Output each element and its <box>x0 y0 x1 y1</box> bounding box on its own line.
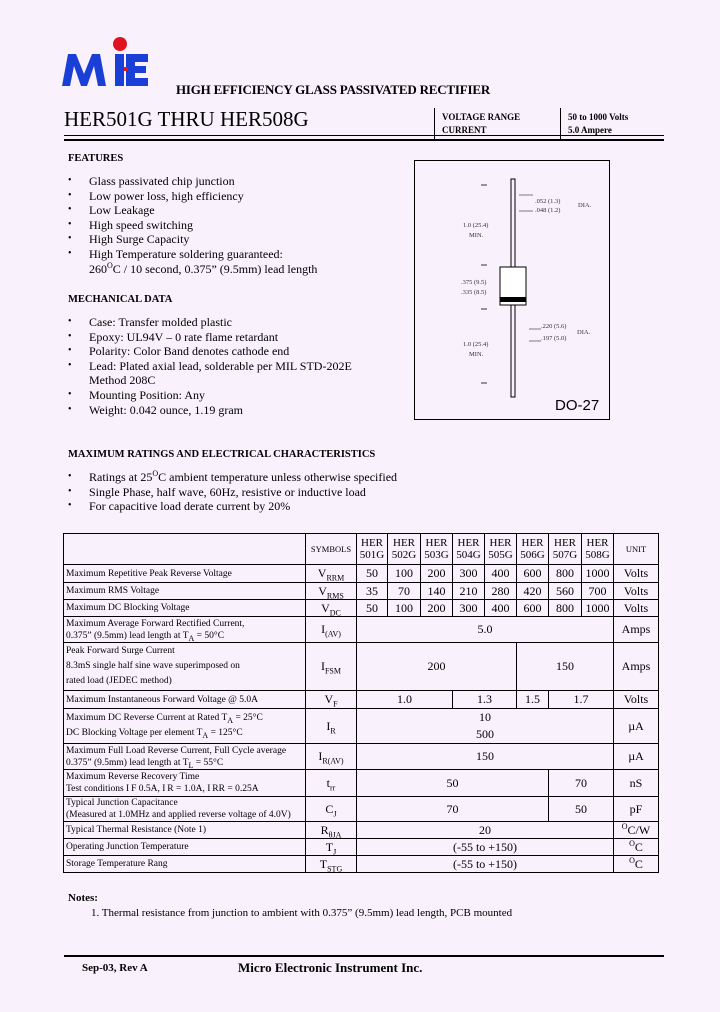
table-cell: 1.5 <box>517 691 549 709</box>
row-desc: Maximum Repetitive Peak Reverse Voltage <box>64 565 306 583</box>
row-desc: Maximum DC Reverse Current at Rated $T_A = 25^\circ C$ DC Blocking Voltage per element $T_A = 125^\circ C$ <box>64 709 306 744</box>
table-cell: (-55 to +150) <box>357 856 614 873</box>
table-row <box>64 797 659 822</box>
table-cell: 1.0 <box>357 691 453 709</box>
row-desc: Peak Forward Surge Current 8.3mS single half sine wave superimposed on rated load (JEDEC method) <box>64 643 306 691</box>
unit-header: UNIT <box>614 534 659 565</box>
part-header-502g: HER 502G <box>388 534 421 565</box>
list-item: • For capacitive load derate current by 20% <box>68 499 397 514</box>
body-length-dim-b: .335 (8.5) <box>461 289 487 296</box>
row-unit: Volts <box>614 691 659 709</box>
part-range-title: HER501G THRU HER508G <box>64 107 309 131</box>
list-item: • Glass passivated chip junction <box>68 174 317 189</box>
row-desc: Maximum DC Blocking Voltage <box>64 600 306 617</box>
body-dia-dim-a: .220 (5.6) <box>541 323 567 330</box>
notes-heading: Notes: <box>68 892 98 904</box>
table-cell: 50 <box>357 565 388 583</box>
table-row <box>64 744 659 770</box>
voltage-range-label: VOLTAGE RANGE <box>442 112 521 122</box>
lead-length-min-b: MIN. <box>469 351 484 358</box>
row-desc: Maximum Full Load Reverse Current, Full Cycle average 0.375” (9.5mm) lead length at $T_L = 55^\circ C$ <box>64 744 306 770</box>
row-symbol: $I_{R(AV)}$ <box>306 744 357 770</box>
header-rule-thick <box>64 139 664 141</box>
header-desc-cell <box>64 534 306 565</box>
row-symbol: $V_{DC}$ <box>306 600 357 617</box>
ratings-conditions-list <box>68 470 397 514</box>
table-row <box>64 709 659 744</box>
row-unit: Volts <box>614 600 659 617</box>
header-divider-right <box>560 108 561 141</box>
table-cell: 50 <box>549 797 614 822</box>
row-unit: Volts <box>614 565 659 583</box>
package-outline-box <box>414 160 610 420</box>
row-symbol: $T_{STG}$ <box>306 856 357 873</box>
footer-rule <box>64 955 664 957</box>
table-cell: 20 <box>357 822 614 839</box>
table-cell: 70 <box>549 770 614 797</box>
table-row <box>64 643 659 691</box>
row-unit: $^O$C/W <box>614 822 659 839</box>
lead-dia-dim-b: .048 (1.2) <box>535 207 561 214</box>
table-cell: 200 <box>357 643 517 691</box>
body-length-dim-a: .375 (9.5) <box>461 279 487 286</box>
table-cell: 420 <box>517 583 549 600</box>
row-symbol: $t_{rr}$ <box>306 770 357 797</box>
body-dia-label: DIA. <box>577 329 591 336</box>
ratings-heading: MAXIMUM RATINGS AND ELECTRICAL CHARACTERISTICS <box>68 449 376 460</box>
row-unit: $^O$C <box>614 856 659 873</box>
table-cell: 100 <box>388 565 421 583</box>
row-desc: Maximum Instantaneous Forward Voltage @ 5.0A <box>64 691 306 709</box>
lead-length-min-a: MIN. <box>469 232 484 239</box>
symbols-header: SYMBOLS <box>306 534 357 565</box>
row-unit: Amps <box>614 617 659 643</box>
list-item: • Lead: Plated axial lead, solderable per MIL STD-202E <box>68 359 352 374</box>
list-item: • Epoxy: UL94V – 0 rate flame retardant <box>68 330 352 345</box>
header-rule-thin <box>64 135 664 136</box>
table-header-row <box>64 534 659 565</box>
row-symbol: $R_{\theta JA}$ <box>306 822 357 839</box>
table-cell: 800 <box>549 565 582 583</box>
package-drawing <box>415 161 609 419</box>
table-cell: 300 <box>453 600 485 617</box>
table-cell: 600 <box>517 565 549 583</box>
table-cell: 560 <box>549 583 582 600</box>
row-unit: Amps <box>614 643 659 691</box>
table-cell: 150 <box>357 744 614 770</box>
voltage-range-value: 50 to 1000 Volts <box>568 112 629 122</box>
table-cell: 1.3 <box>453 691 517 709</box>
table-cell: 35 <box>357 583 388 600</box>
row-desc: Typical Junction Capacitance (Measured at 1.0MHz and applied reverse voltage of 4.0V) <box>64 797 306 822</box>
row-symbol: $V_F$ <box>306 691 357 709</box>
current-label: CURRENT <box>442 125 487 135</box>
table-cell: (-55 to +150) <box>357 839 614 856</box>
table-cell: 70 <box>388 583 421 600</box>
row-desc: Maximum RMS Voltage <box>64 583 306 600</box>
table-cell: 50 <box>357 600 388 617</box>
row-symbol: $I_{(AV)}$ <box>306 617 357 643</box>
part-header-507g: HER 507G <box>549 534 582 565</box>
features-list <box>68 174 317 276</box>
table-cell: 800 <box>549 600 582 617</box>
document-title: HIGH EFFICIENCY GLASS PASSIVATED RECTIFIER <box>176 82 491 97</box>
lead-length-dim-a: 1.0 (25.4) <box>463 222 489 229</box>
lead-length-dim-b: 1.0 (25.4) <box>463 341 489 348</box>
part-header-501g: HER 501G <box>357 534 388 565</box>
table-cell: 210 <box>453 583 485 600</box>
table-row <box>64 600 659 617</box>
table-cell: 5.0 <box>357 617 614 643</box>
mechanical-heading: MECHANICAL DATA <box>68 294 173 305</box>
part-header-506g: HER 506G <box>517 534 549 565</box>
revision-label: Sep-03, Rev A <box>82 962 148 974</box>
table-row <box>64 822 659 839</box>
row-symbol: $C_J$ <box>306 797 357 822</box>
part-header-505g: HER 505G <box>485 534 517 565</box>
table-row <box>64 583 659 600</box>
list-item: • Mounting Position: Any <box>68 388 352 403</box>
table-row <box>64 856 659 873</box>
body-dia-dim-b: .197 (5.0) <box>541 335 567 342</box>
row-symbol: $T_J$ <box>306 839 357 856</box>
current-value: 5.0 Ampere <box>568 125 612 135</box>
row-unit: µA <box>614 709 659 744</box>
note-1: 1. Thermal resistance from junction to ambient with 0.375” (9.5mm) lead length, PCB mounted <box>91 907 513 919</box>
row-symbol: $V_{RMS}$ <box>306 583 357 600</box>
list-item: • Low power loss, high efficiency <box>68 189 317 204</box>
part-header-504g: HER 504G <box>453 534 485 565</box>
list-item-continuation: Method 208C <box>89 373 156 388</box>
table-cell: 200 <box>421 565 453 583</box>
row-symbol: $I_{FSM}$ <box>306 643 357 691</box>
table-cell: 400 <box>485 565 517 583</box>
row-unit: $^O$C <box>614 839 659 856</box>
row-unit: µA <box>614 744 659 770</box>
table-cell: 300 <box>453 565 485 583</box>
row-desc: Typical Thermal Resistance (Note 1) <box>64 822 306 839</box>
list-item: • High Temperature soldering guaranteed: <box>68 247 317 262</box>
mechanical-list <box>68 315 352 417</box>
list-item: • Case: Transfer molded plastic <box>68 315 352 330</box>
package-name: DO-27 <box>555 397 600 414</box>
table-cell: 200 <box>421 600 453 617</box>
table-cell: 400 <box>485 600 517 617</box>
row-desc: Maximum Reverse Recovery Time Test conditions I F 0.5A, I R = 1.0A, I RR = 0.25A <box>64 770 306 797</box>
ratings-table <box>63 533 659 873</box>
table-cell: 100 <box>388 600 421 617</box>
row-desc: Maximum Average Forward Rectified Current, 0.375” (9.5mm) lead length at $T_A = 50^\circ C$ <box>64 617 306 643</box>
table-cell: 140 <box>421 583 453 600</box>
table-row <box>64 691 659 709</box>
lead-dia-dim-a: .052 (1.3) <box>535 198 561 205</box>
table-cell: 150 <box>517 643 614 691</box>
table-cell: 50 <box>357 770 549 797</box>
list-item: • High speed switching <box>68 218 317 233</box>
list-item: • Polarity: Color Band denotes cathode end <box>68 344 352 359</box>
row-unit: pF <box>614 797 659 822</box>
row-unit: nS <box>614 770 659 797</box>
list-item: • Low Leakage <box>68 203 317 218</box>
part-header-503g: HER 503G <box>421 534 453 565</box>
row-desc: Storage Temperature Rang <box>64 856 306 873</box>
table-cell: 700 <box>582 583 614 600</box>
row-symbol: $V_{RRM}$ <box>306 565 357 583</box>
list-item: • Ratings at $25^OC$ ambient temperature unless otherwise specified <box>68 470 397 485</box>
row-unit: Volts <box>614 583 659 600</box>
table-cell: 1000 <box>582 565 614 583</box>
table-row <box>64 770 659 797</box>
table-row <box>64 617 659 643</box>
list-item: • Single Phase, half wave, 60Hz, resistive or inductive load <box>68 485 397 500</box>
company-logo <box>60 36 150 88</box>
table-cell: 70 <box>357 797 549 822</box>
row-desc: Operating Junction Temperature <box>64 839 306 856</box>
table-cell: 600 <box>517 600 549 617</box>
header-divider-left <box>434 108 435 141</box>
table-row <box>64 839 659 856</box>
part-header-508g: HER 508G <box>582 534 614 565</box>
table-cell: 1000 <box>582 600 614 617</box>
row-symbol: $I_R$ <box>306 709 357 744</box>
list-item: • Weight: 0.042 ounce, 1.19 gram <box>68 403 352 418</box>
features-heading: FEATURES <box>68 153 124 164</box>
lead-dia-label: DIA. <box>578 202 592 209</box>
table-cell: 1.7 <box>549 691 614 709</box>
table-cell: 280 <box>485 583 517 600</box>
company-name: Micro Electronic Instrument Inc. <box>238 960 423 975</box>
list-item-continuation: $260^OC / 10$ second, 0.375” (9.5mm) lead length <box>89 260 318 276</box>
table-row <box>64 565 659 583</box>
table-cell: 10 500 <box>357 709 614 744</box>
list-item: • High Surge Capacity <box>68 232 317 247</box>
